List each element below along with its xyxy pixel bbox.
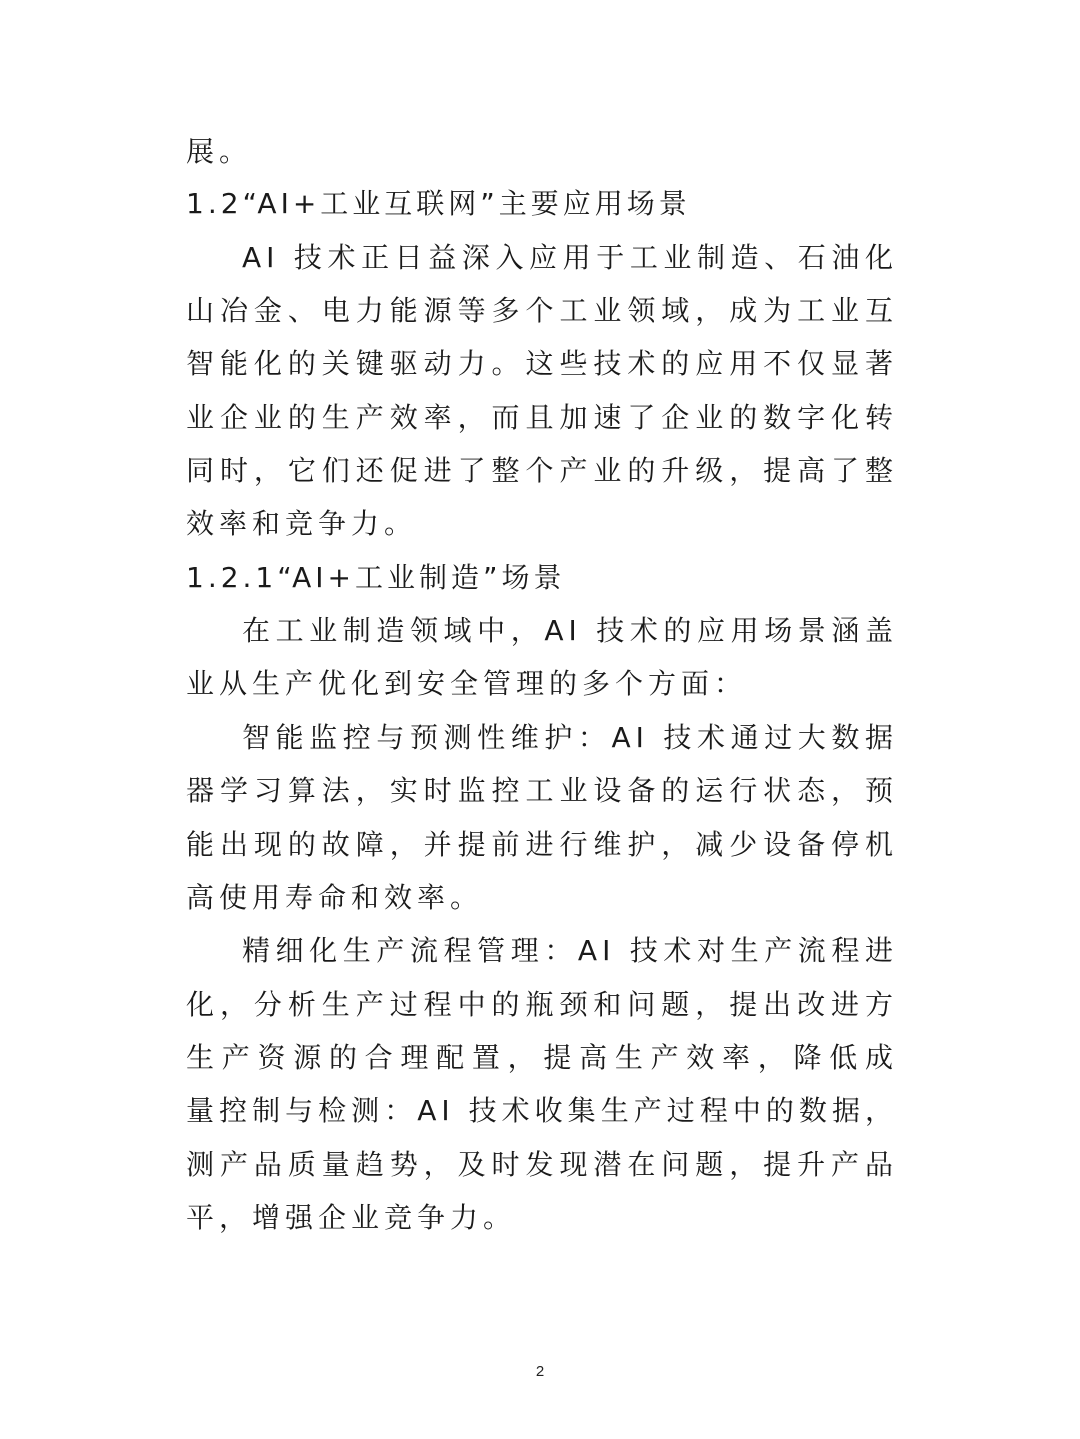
paragraph-line: 测产品质量趋势，及时发现潜在问题，提升产品 — [186, 1148, 898, 1181]
paragraph-line: 器学习算法，实时监控工业设备的运行状态，预 — [186, 774, 898, 807]
paragraph-line: 高使用寿命和效率。 — [186, 881, 484, 914]
paragraph-line: 化，分析生产过程中的瓶颈和问题，提出改进方 — [186, 988, 898, 1021]
paragraph-line: 业从生产优化到安全管理的多个方面： — [186, 667, 748, 700]
paragraph-line: 山冶金、电力能源等多个工业领域，成为工业互 — [186, 294, 898, 327]
paragraph-line: 精细化生产流程管理：AI 技术对生产流程进 — [242, 934, 898, 967]
subsection-heading: 1.2.1“AI+工业制造”场景 — [186, 561, 566, 594]
page-number: 2 — [535, 1363, 545, 1380]
paragraph-line: 业企业的生产效率，而且加速了企业的数字化转 — [186, 401, 898, 434]
paragraph-line: 平，增强企业竞争力。 — [186, 1201, 517, 1234]
section-heading: 1.2“AI+工业互联网”主要应用场景 — [186, 187, 691, 220]
paragraph-line: 智能监控与预测性维护：AI 技术通过大数据 — [242, 721, 898, 754]
paragraph-line: AI 技术正日益深入应用于工业制造、石油化 — [242, 241, 898, 274]
paragraph-line: 生产资源的合理配置，提高生产效率，降低成 — [186, 1041, 898, 1074]
paragraph-line: 同时，它们还促进了整个产业的升级，提高了整 — [186, 454, 898, 487]
paragraph-line: 能出现的故障，并提前进行维护，减少设备停机 — [186, 828, 898, 861]
paragraph-line: 效率和竞争力。 — [186, 507, 418, 540]
paragraph-line: 量控制与检测：AI 技术收集生产过程中的数据， — [186, 1094, 898, 1127]
paragraph-line: 展。 — [186, 135, 253, 168]
paragraph-line: 在工业制造领域中，AI 技术的应用场景涵盖 — [242, 614, 898, 647]
paragraph-line: 智能化的关键驱动力。这些技术的应用不仅显著 — [186, 347, 898, 380]
